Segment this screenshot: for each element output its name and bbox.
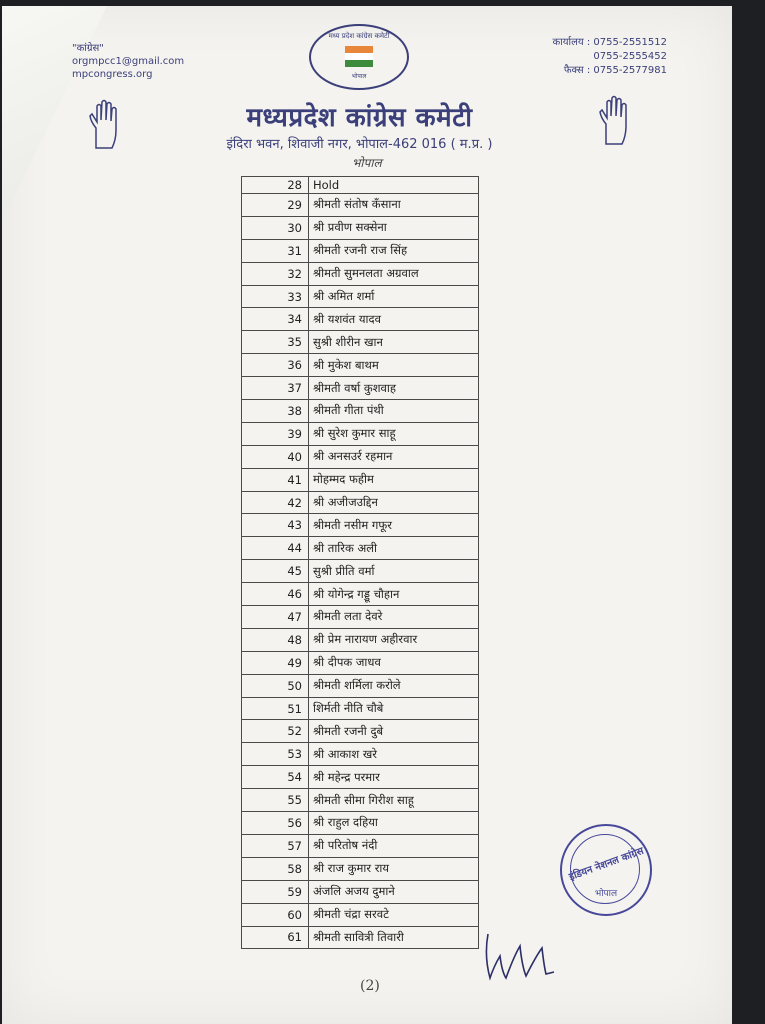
table-row bbox=[242, 194, 479, 217]
serial-number: 54 bbox=[242, 766, 309, 789]
table-row bbox=[242, 331, 479, 354]
page-number: (2) bbox=[360, 978, 380, 994]
serial-number: 34 bbox=[242, 308, 309, 331]
table-row bbox=[242, 537, 479, 560]
table-row bbox=[242, 400, 479, 423]
table-row bbox=[242, 514, 479, 537]
table-row bbox=[242, 720, 479, 743]
serial-number: 35 bbox=[242, 331, 309, 354]
member-name: श्रीमती नसीम गफूर bbox=[309, 514, 479, 537]
signature-mark bbox=[480, 926, 570, 986]
table-row bbox=[242, 583, 479, 606]
table-row bbox=[242, 377, 479, 400]
serial-number: 46 bbox=[242, 583, 309, 606]
serial-number: 47 bbox=[242, 606, 309, 629]
serial-number: 43 bbox=[242, 514, 309, 537]
member-name: शिर्मती नीति चौबे bbox=[309, 697, 479, 720]
table-row bbox=[242, 789, 479, 812]
email-label: "कांग्रेस" bbox=[72, 43, 104, 54]
stamp-text: इंडियन नेशनल कांग्रेस bbox=[567, 845, 646, 884]
table-row bbox=[242, 216, 479, 239]
member-name: श्री राहुल दहिया bbox=[309, 812, 479, 835]
serial-number: 45 bbox=[242, 560, 309, 583]
table-row bbox=[242, 903, 479, 926]
serial-number: 29 bbox=[242, 194, 309, 217]
member-name: श्री प्रेम नारायण अहीरवार bbox=[309, 628, 479, 651]
serial-number: 41 bbox=[242, 468, 309, 491]
member-name: सुश्री शीरीन खान bbox=[309, 331, 479, 354]
serial-number: 50 bbox=[242, 674, 309, 697]
serial-number: 30 bbox=[242, 216, 309, 239]
office-stamp bbox=[560, 824, 652, 916]
emblem-city: भोपाल bbox=[351, 73, 367, 80]
table-row bbox=[242, 651, 479, 674]
member-name: सुश्री प्रीति वर्मा bbox=[309, 560, 479, 583]
member-name: श्री प्रवीण सक्सेना bbox=[309, 216, 479, 239]
member-name: श्रीमती चंद्रा सरवटे bbox=[309, 903, 479, 926]
member-name: श्री सुरेश कुमार साहू bbox=[309, 422, 479, 445]
member-name: श्रीमती शर्मिला करोले bbox=[309, 674, 479, 697]
serial-number: 60 bbox=[242, 903, 309, 926]
member-name: श्रीमती लता देवरे bbox=[309, 606, 479, 629]
table-row bbox=[242, 743, 479, 766]
table-row bbox=[242, 262, 479, 285]
website: mpcongress.org bbox=[72, 69, 153, 80]
table-row bbox=[242, 857, 479, 880]
contact-details-left bbox=[72, 42, 184, 81]
email-address: orgmpcc1@gmail.com bbox=[72, 56, 185, 67]
serial-number: 48 bbox=[242, 628, 309, 651]
table-row bbox=[242, 422, 479, 445]
party-emblem bbox=[309, 24, 409, 90]
table-row bbox=[242, 239, 479, 262]
member-name: श्री अजीजउद्दिन bbox=[309, 491, 479, 514]
member-name: श्री आकाश खरे bbox=[309, 743, 479, 766]
member-name: श्री योगेन्द्र गड्डू चौहान bbox=[309, 583, 479, 606]
member-name: श्री परितोष नंदी bbox=[309, 834, 479, 857]
member-name: श्रीमती सुमनलता अग्रवाल bbox=[309, 262, 479, 285]
serial-number: 44 bbox=[242, 537, 309, 560]
table-row bbox=[242, 445, 479, 468]
table-row bbox=[242, 834, 479, 857]
flag-icon bbox=[345, 46, 373, 67]
document-page bbox=[2, 6, 732, 1024]
serial-number: 57 bbox=[242, 834, 309, 857]
member-name: श्री अनसउर्र रहमान bbox=[309, 445, 479, 468]
table-row bbox=[242, 491, 479, 514]
serial-number: 52 bbox=[242, 720, 309, 743]
member-name: श्री अमित शर्मा bbox=[309, 285, 479, 308]
member-name: श्री दीपक जाधव bbox=[309, 651, 479, 674]
office-phone-2: 0755-2555452 bbox=[593, 51, 667, 62]
member-name: श्रीमती संतोष कँसाना bbox=[309, 194, 479, 217]
member-name: श्रीमती रजनी राज सिंह bbox=[309, 239, 479, 262]
table-row bbox=[242, 177, 479, 194]
table-row bbox=[242, 926, 479, 949]
table-row bbox=[242, 628, 479, 651]
member-name: श्रीमती वर्षा कुशवाह bbox=[309, 377, 479, 400]
hand-symbol-icon bbox=[86, 98, 124, 150]
member-name: श्रीमती रजनी दुबे bbox=[309, 720, 479, 743]
member-name: श्रीमती सीमा गिरीश साहू bbox=[309, 789, 479, 812]
serial-number: 55 bbox=[242, 789, 309, 812]
table-row bbox=[242, 766, 479, 789]
serial-number: 38 bbox=[242, 400, 309, 423]
member-name: अंजलि अजय दुमाने bbox=[309, 880, 479, 903]
serial-number: 33 bbox=[242, 285, 309, 308]
table-row bbox=[242, 560, 479, 583]
office-phone: कार्यालय : 0755-2551512 bbox=[552, 37, 667, 48]
fax-number: फैक्स : 0755-2577981 bbox=[563, 65, 667, 76]
serial-number: 53 bbox=[242, 743, 309, 766]
member-name: मोहम्मद फहीम bbox=[309, 468, 479, 491]
serial-number: 40 bbox=[242, 445, 309, 468]
member-name: श्रीमती गीता पंथी bbox=[309, 400, 479, 423]
hand-symbol-icon bbox=[596, 94, 634, 146]
handwritten-city-note: भोपाल bbox=[352, 156, 382, 170]
serial-number: 59 bbox=[242, 880, 309, 903]
names-table bbox=[241, 176, 479, 949]
table-row bbox=[242, 674, 479, 697]
table-row bbox=[242, 697, 479, 720]
member-name: श्री यशवंत यादव bbox=[309, 308, 479, 331]
organization-name: मध्यप्रदेश कांग्रेस कमेटी bbox=[246, 103, 473, 133]
table-row bbox=[242, 468, 479, 491]
serial-number: 58 bbox=[242, 857, 309, 880]
serial-number: 51 bbox=[242, 697, 309, 720]
serial-number: 61 bbox=[242, 926, 309, 949]
member-name: श्री मुकेश बाथम bbox=[309, 354, 479, 377]
serial-number: 31 bbox=[242, 239, 309, 262]
member-name: श्री राज कुमार राय bbox=[309, 857, 479, 880]
table-row bbox=[242, 354, 479, 377]
member-name: श्री तारिक अली bbox=[309, 537, 479, 560]
serial-number: 37 bbox=[242, 377, 309, 400]
serial-number: 42 bbox=[242, 491, 309, 514]
table-row bbox=[242, 308, 479, 331]
table-row bbox=[242, 880, 479, 903]
member-name: श्री महेन्द्र परमार bbox=[309, 766, 479, 789]
serial-number: 56 bbox=[242, 812, 309, 835]
table-row bbox=[242, 606, 479, 629]
contact-details-right bbox=[537, 36, 667, 78]
serial-number: 32 bbox=[242, 262, 309, 285]
table-row bbox=[242, 285, 479, 308]
stamp-city: भोपाल bbox=[594, 889, 618, 899]
emblem-arc-text: मध्य प्रदेश कांग्रेस कमेटी bbox=[328, 32, 390, 40]
serial-number: 39 bbox=[242, 422, 309, 445]
member-name: Hold bbox=[309, 177, 479, 194]
serial-number: 28 bbox=[242, 177, 309, 194]
serial-number: 36 bbox=[242, 354, 309, 377]
table-row bbox=[242, 812, 479, 835]
serial-number: 49 bbox=[242, 651, 309, 674]
organization-address: इंदिरा भवन, शिवाजी नगर, भोपाल-462 016 ( म.प्र. ) bbox=[226, 137, 493, 152]
member-name: श्रीमती सावित्री तिवारी bbox=[309, 926, 479, 949]
